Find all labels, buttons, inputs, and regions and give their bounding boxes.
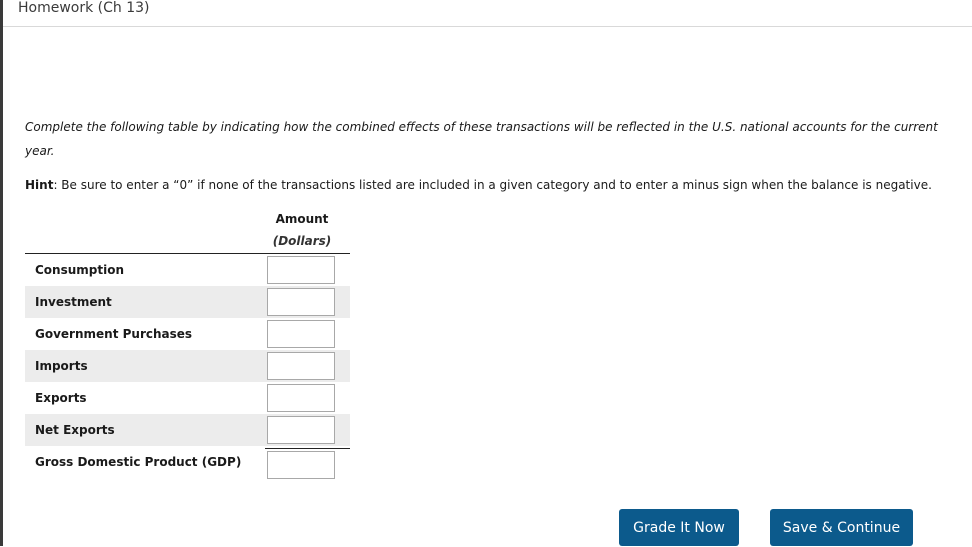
table-row	[25, 382, 350, 414]
window-left-border	[0, 0, 3, 546]
gdp-input[interactable]	[267, 451, 335, 479]
column-header-amount: Amount	[275, 212, 329, 226]
table-row	[25, 318, 350, 350]
assignment-title: Homework (Ch 13)	[18, 0, 150, 16]
exports-input[interactable]	[267, 384, 335, 412]
row-label-imports: Imports	[35, 359, 88, 373]
hint-label: Hint	[25, 178, 54, 192]
row-label-gdp: Gross Domestic Product (GDP)	[35, 455, 242, 469]
hint-body: : Be sure to enter a “0” if none of the transactions listed are included in a given category and to enter a minus sign when the balance is negative.	[53, 178, 932, 192]
question-instructions: Complete the following table by indicating how the combined effects of these transactions will be reflected in the U.S. national accounts for the current year.	[25, 120, 938, 158]
row-label-exports: Exports	[35, 391, 87, 405]
row-label-investment: Investment	[35, 295, 112, 309]
row-label-government-purchases: Government Purchases	[35, 327, 193, 341]
table-row	[25, 286, 350, 318]
consumption-input[interactable]	[267, 256, 335, 284]
table-row	[25, 414, 350, 446]
row-label-net-exports: Net Exports	[35, 423, 115, 437]
imports-input[interactable]	[267, 352, 335, 380]
column-header-units: (Dollars)	[272, 234, 332, 248]
table-row	[25, 448, 350, 482]
hint-text	[25, 176, 955, 194]
table-row	[25, 350, 350, 382]
investment-input[interactable]	[267, 288, 335, 316]
table-row	[25, 254, 350, 286]
row-label-consumption: Consumption	[35, 263, 125, 277]
save-continue-button[interactable]: Save & Continue	[770, 509, 913, 546]
grade-it-now-button[interactable]: Grade It Now	[619, 509, 739, 546]
government-purchases-input[interactable]	[267, 320, 335, 348]
assignment-header	[3, 0, 972, 27]
net-exports-input[interactable]	[267, 416, 335, 444]
